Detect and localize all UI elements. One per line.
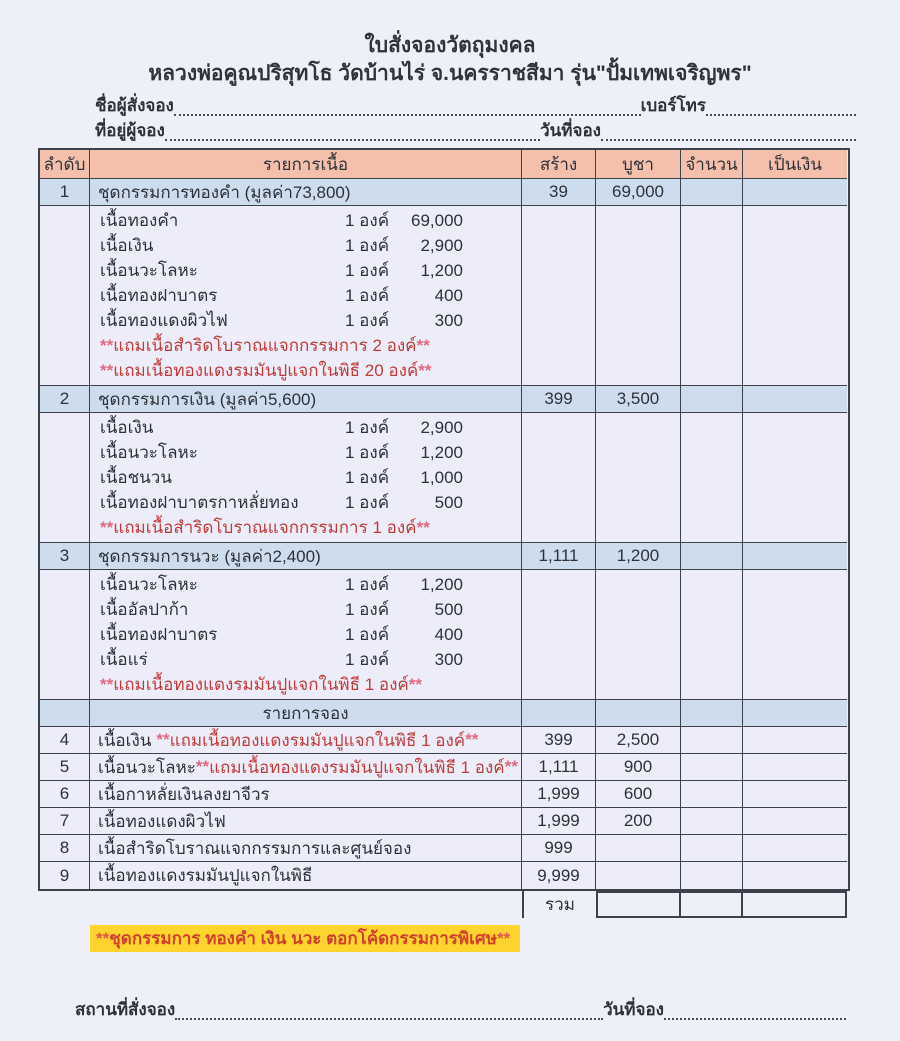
qty-cell[interactable] [681, 179, 743, 206]
amount-cell[interactable] [743, 862, 847, 889]
bonus-line: **แถมเนื้อสำริดโบราณแจกกรรมการ 1 องค์** [100, 518, 430, 537]
detail-row [40, 206, 848, 386]
amount-cell[interactable] [743, 543, 847, 570]
no-cell: 7 [40, 808, 90, 835]
item-cell: เนื้อกาหลั่ยเงินลงยาจีวร [90, 781, 522, 808]
section-row [40, 179, 848, 206]
section-row [40, 543, 848, 570]
section-row [40, 386, 848, 413]
booking-row [40, 781, 848, 808]
qty-cell[interactable] [681, 386, 743, 413]
price-cell [596, 862, 681, 889]
total-amount-cell[interactable] [743, 891, 847, 918]
detail-line: เนื้อชนวน 1 องค์ 1,000 [100, 468, 463, 487]
amount-cell[interactable] [743, 781, 847, 808]
price-cell [596, 570, 681, 700]
made-cell [522, 700, 596, 727]
col-header-qty: จำนวน [681, 150, 743, 179]
detail-items-cell [90, 206, 522, 386]
price-cell [596, 413, 681, 543]
amount-cell[interactable] [743, 754, 847, 781]
made-cell [522, 206, 596, 386]
made-cell: 399 [522, 727, 596, 754]
made-cell: 1,111 [522, 543, 596, 570]
amount-cell [743, 700, 847, 727]
detail-line: เนื้อเงิน 1 องค์ 2,900 [100, 418, 463, 437]
order-date-field[interactable] [601, 137, 856, 141]
order-date-label: วันที่จอง [540, 121, 601, 140]
price-cell [596, 835, 681, 862]
total-row [40, 891, 848, 918]
no-cell: 1 [40, 179, 90, 206]
price-cell [596, 700, 681, 727]
no-cell [40, 206, 90, 386]
orderer-line [95, 94, 856, 119]
qty-cell[interactable] [681, 835, 743, 862]
address-field[interactable] [165, 137, 540, 141]
total-qty-cell[interactable] [681, 891, 743, 918]
no-cell [40, 570, 90, 700]
price-cell: 1,200 [596, 543, 681, 570]
price-cell: 69,000 [596, 179, 681, 206]
qty-cell[interactable] [681, 862, 743, 889]
detail-line: เนื้อทองฝาบาตรกาหลั่ยทอง 1 องค์ 500 [100, 493, 463, 512]
no-cell: 4 [40, 727, 90, 754]
qty-cell[interactable] [681, 727, 743, 754]
price-cell: 900 [596, 754, 681, 781]
total-spacer [40, 891, 90, 918]
col-header-amount: เป็นเงิน [743, 150, 847, 179]
no-cell: 2 [40, 386, 90, 413]
col-header-item: รายการเนื้อ [90, 150, 522, 179]
price-cell: 2,500 [596, 727, 681, 754]
footer-date-field[interactable] [664, 1016, 846, 1020]
no-cell [40, 413, 90, 543]
item-cell: เนื้อนวะโลหะ ** แถมเนื้อทองแดงรมมันปูแจกในพิธี 1 องค์ ** [90, 754, 522, 781]
item-cell: เนื้อสำริดโบราณแจกกรรมการและศูนย์จอง [90, 835, 522, 862]
made-cell: 1,999 [522, 808, 596, 835]
detail-row [40, 413, 848, 543]
booking-row [40, 862, 848, 889]
footer-date-label: วันที่จอง [603, 1000, 664, 1019]
no-cell: 9 [40, 862, 90, 889]
qty-cell[interactable] [681, 808, 743, 835]
orderer-name-label: ชื่อผู้สั่งจอง [95, 96, 174, 115]
order-table [38, 148, 850, 891]
qty-cell[interactable] [681, 754, 743, 781]
amount-cell[interactable] [743, 413, 847, 543]
made-cell: 1,999 [522, 781, 596, 808]
detail-line: เนื้อนวะโลหะ 1 องค์ 1,200 [100, 261, 463, 280]
phone-field[interactable] [706, 112, 856, 116]
made-cell [522, 570, 596, 700]
price-cell: 200 [596, 808, 681, 835]
phone-label: เบอร์โทร [640, 96, 706, 115]
order-place-label: สถานที่สั่งจอง [75, 1000, 176, 1019]
detail-items-cell [90, 570, 522, 700]
booking-row [40, 808, 848, 835]
booking-row [40, 727, 848, 754]
qty-cell [681, 700, 743, 727]
footer-line [75, 998, 846, 1023]
detail-line: เนื้อแร่ 1 องค์ 300 [100, 650, 463, 669]
amount-cell[interactable] [743, 179, 847, 206]
table-header-row [40, 150, 848, 179]
detail-line: เนื้อทองฝาบาตร 1 องค์ 400 [100, 625, 463, 644]
special-note: **ชุดกรรมการ ทองคำ เงิน นวะ ตอกโค้ดกรรมการพิเศษ** [90, 925, 520, 952]
made-cell: 39 [522, 179, 596, 206]
detail-line: เนื้ออัลปาก้า 1 องค์ 500 [100, 600, 463, 619]
total-price-cell[interactable] [596, 891, 681, 918]
col-header-made: สร้าง [522, 150, 596, 179]
qty-cell[interactable] [681, 543, 743, 570]
item-cell: ชุดกรรมการทองคำ (มูลค่า73,800) [90, 179, 522, 206]
item-cell: ชุดกรรมการเงิน (มูลค่า5,600) [90, 386, 522, 413]
amount-cell[interactable] [743, 835, 847, 862]
detail-line: เนื้อนวะโลหะ 1 องค์ 1,200 [100, 575, 463, 594]
no-cell: 8 [40, 835, 90, 862]
detail-line: เนื้อเงิน 1 องค์ 2,900 [100, 236, 463, 255]
made-cell: 999 [522, 835, 596, 862]
bonus-line: **แถมเนื้อสำริดโบราณแจกกรรมการ 2 องค์** [100, 336, 430, 355]
qty-cell[interactable] [681, 206, 743, 386]
made-cell [522, 413, 596, 543]
made-cell: 1,111 [522, 754, 596, 781]
detail-line: เนื้อทองแดงผิวไฟ 1 องค์ 300 [100, 311, 463, 330]
detail-line: เนื้อนวะโลหะ 1 องค์ 1,200 [100, 443, 463, 462]
booking-row [40, 754, 848, 781]
item-cell: เนื้อทองแดงรมมันปูแจกในพิธี [90, 862, 522, 889]
no-cell: 3 [40, 543, 90, 570]
amount-cell[interactable] [743, 808, 847, 835]
address-line [95, 119, 856, 144]
price-cell [596, 206, 681, 386]
order-place-field[interactable] [175, 1016, 603, 1020]
made-cell: 9,999 [522, 862, 596, 889]
qty-cell[interactable] [681, 413, 743, 543]
detail-line: เนื้อทองฝาบาตร 1 องค์ 400 [100, 286, 463, 305]
address-label: ที่อยู่ผู้จอง [95, 121, 165, 140]
amount-cell[interactable] [743, 206, 847, 386]
booking-row [40, 835, 848, 862]
item-cell: ชุดกรรมการนวะ (มูลค่า2,400) [90, 543, 522, 570]
made-cell: 399 [522, 386, 596, 413]
no-cell [40, 700, 90, 727]
col-header-no: ลำดับ [40, 150, 90, 179]
amount-cell[interactable] [743, 386, 847, 413]
detail-items-cell [90, 413, 522, 543]
booking-section-header-row [40, 700, 848, 727]
col-header-price: บูชา [596, 150, 681, 179]
total-label: รวม [522, 891, 596, 918]
price-cell: 3,500 [596, 386, 681, 413]
special-note-text: ชุดกรรมการ ทองคำ เงิน นวะ ตอกโค้ดกรรมการพิเศษ [109, 929, 497, 948]
no-cell: 5 [40, 754, 90, 781]
bonus-line: **แถมเนื้อทองแดงรมมันปูแจกในพิธี 20 องค์** [100, 361, 432, 380]
no-cell: 6 [40, 781, 90, 808]
price-cell: 600 [596, 781, 681, 808]
qty-cell[interactable] [681, 570, 743, 700]
booking-section-title: รายการจอง [90, 700, 522, 727]
detail-row [40, 570, 848, 700]
detail-line: เนื้อทองคำ 1 องค์ 69,000 [100, 211, 463, 230]
page-title: ใบสั่งจองวัตถุมงคล [364, 34, 536, 57]
page-subtitle: หลวงพ่อคูณปริสุทโธ วัดบ้านไร่ จ.นครราชสีมา รุ่น"ปั้มเทพเจริญพร" [148, 62, 752, 85]
item-cell: เนื้อเงิน ** แถมเนื้อทองแดงรมมันปูแจกในพิธี 1 องค์ ** [90, 727, 522, 754]
bonus-line: **แถมเนื้อทองแดงรมมันปูแจกในพิธี 1 องค์** [100, 675, 423, 694]
orderer-name-field[interactable] [174, 112, 641, 116]
total-spacer [90, 891, 522, 918]
item-cell: เนื้อทองแดงผิวไฟ [90, 808, 522, 835]
qty-cell[interactable] [681, 781, 743, 808]
amount-cell[interactable] [743, 570, 847, 700]
amount-cell[interactable] [743, 727, 847, 754]
